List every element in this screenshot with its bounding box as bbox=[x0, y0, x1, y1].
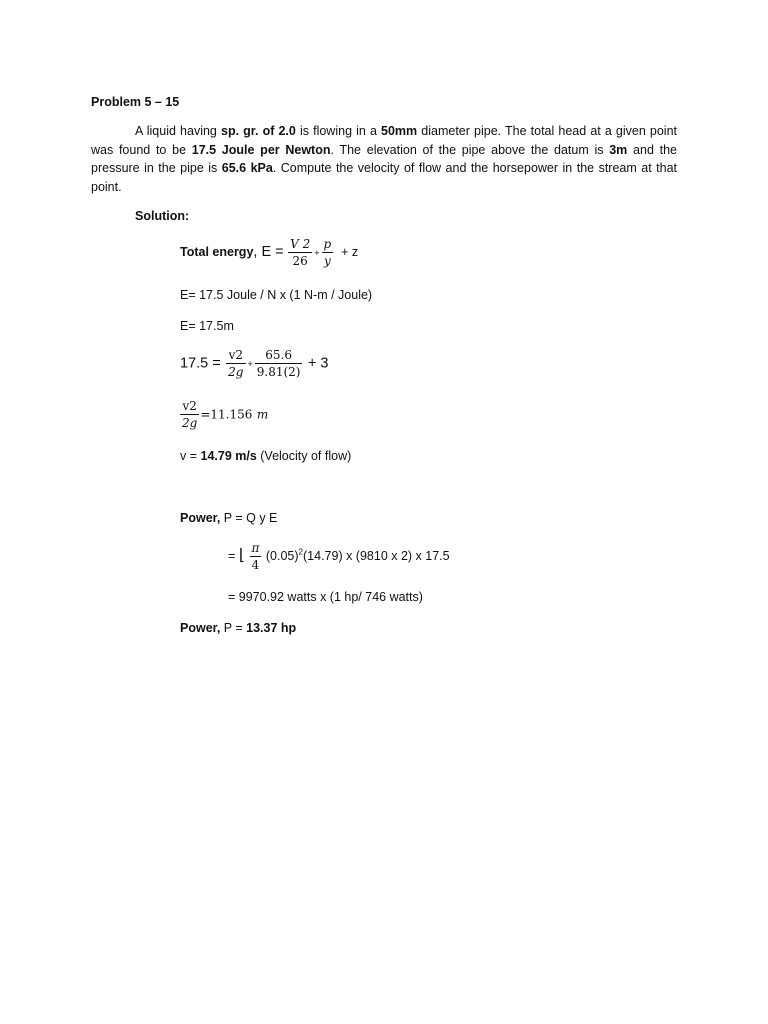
given-elevation: 3m bbox=[609, 142, 628, 157]
problem-text: . The elevation of the pipe above the datum is bbox=[330, 142, 610, 157]
problem-text: is flowing in a bbox=[295, 124, 382, 138]
total-energy-label: Total energy bbox=[180, 244, 254, 259]
fraction-v2-2g bbox=[180, 398, 199, 431]
problem-text: . Compute the velocity of flow and the horsepower in the stream at that point. bbox=[91, 161, 677, 194]
equation-tail: + z bbox=[341, 244, 359, 259]
fraction-p-y bbox=[322, 236, 334, 269]
fraction-numerator: v2 bbox=[226, 347, 245, 364]
fraction-v2-2g bbox=[226, 347, 245, 380]
given-diameter: 50mm bbox=[381, 124, 418, 138]
power-formula-text: P = Q y E bbox=[220, 511, 278, 525]
velocity-prefix: v = bbox=[180, 449, 201, 463]
velocity-head-result bbox=[180, 398, 268, 431]
problem-statement bbox=[91, 122, 677, 196]
given-pressure: 65.6 kPa bbox=[221, 161, 273, 175]
problem-text: A liquid having bbox=[135, 124, 221, 138]
given-sp-gr: sp. gr. of 2.0 bbox=[221, 124, 296, 138]
velocity-value: 14.79 m/s bbox=[200, 449, 257, 463]
exponent: 2 bbox=[298, 547, 303, 557]
fraction-numerator: 65.6 bbox=[255, 347, 303, 364]
fraction-numerator: π bbox=[251, 541, 260, 555]
fraction-denominator: y bbox=[323, 254, 331, 268]
fraction-denominator: 2g bbox=[182, 416, 198, 430]
power-label: Power, bbox=[180, 621, 221, 635]
given-total-head: 17.5 Joule per Newton bbox=[191, 142, 331, 157]
velocity-head-unit: m bbox=[256, 407, 269, 422]
fraction-denominator: 2g bbox=[228, 365, 244, 379]
problem-text: diameter pipe. The total head at a given point was found to be bbox=[91, 124, 678, 157]
problem-text: and the pressure in the pipe is bbox=[91, 142, 677, 175]
bracket-symbol: ⌊ bbox=[238, 546, 246, 564]
equals-sign: = bbox=[228, 548, 239, 563]
fraction-denominator: 9.81(2) bbox=[256, 365, 301, 379]
fraction-pi-4 bbox=[250, 540, 262, 573]
fraction-v2-26 bbox=[288, 236, 312, 269]
equation-tail: + 3 bbox=[307, 355, 329, 372]
energy-result-line: E= 17.5m bbox=[180, 319, 234, 333]
plus-sign: + bbox=[247, 358, 253, 369]
problem-heading: Problem 5 – 15 bbox=[91, 95, 180, 109]
power-substitution bbox=[228, 540, 450, 573]
velocity-head-value: =11.156 bbox=[200, 407, 253, 422]
equation-lhs: , E = bbox=[253, 243, 284, 260]
energy-conversion-line: E= 17.5 Joule / N x (1 N-m / Joule) bbox=[180, 288, 373, 302]
fraction-numerator: v2 bbox=[180, 398, 199, 415]
fraction-numerator: p bbox=[323, 237, 332, 251]
velocity-note: (Velocity of flow) bbox=[256, 449, 352, 463]
power-label: Power, bbox=[180, 511, 221, 525]
fraction-numerator: V 2 bbox=[290, 237, 311, 251]
power-equals: P = bbox=[220, 621, 247, 635]
solution-label: Solution: bbox=[135, 209, 190, 223]
power-result bbox=[180, 619, 296, 638]
fraction-pressure-head bbox=[255, 347, 303, 380]
fraction-denominator: 4 bbox=[251, 558, 260, 572]
bernoulli-substitution bbox=[180, 347, 329, 380]
power-watts-line: = 9970.92 watts x (1 hp/ 746 watts) bbox=[228, 590, 423, 604]
power-value: 13.37 hp bbox=[246, 621, 297, 635]
total-energy-equation bbox=[180, 236, 358, 269]
plus-sign: + bbox=[314, 247, 320, 258]
power-substitution-text: (14.79) x (9810 x 2) x 17.5 bbox=[303, 548, 450, 563]
velocity-result bbox=[180, 447, 351, 466]
power-formula bbox=[180, 509, 277, 528]
equation-lhs: 17.5 = bbox=[180, 355, 221, 372]
power-substitution-text: (0.05) bbox=[262, 548, 299, 563]
fraction-denominator: 26 bbox=[292, 254, 308, 268]
